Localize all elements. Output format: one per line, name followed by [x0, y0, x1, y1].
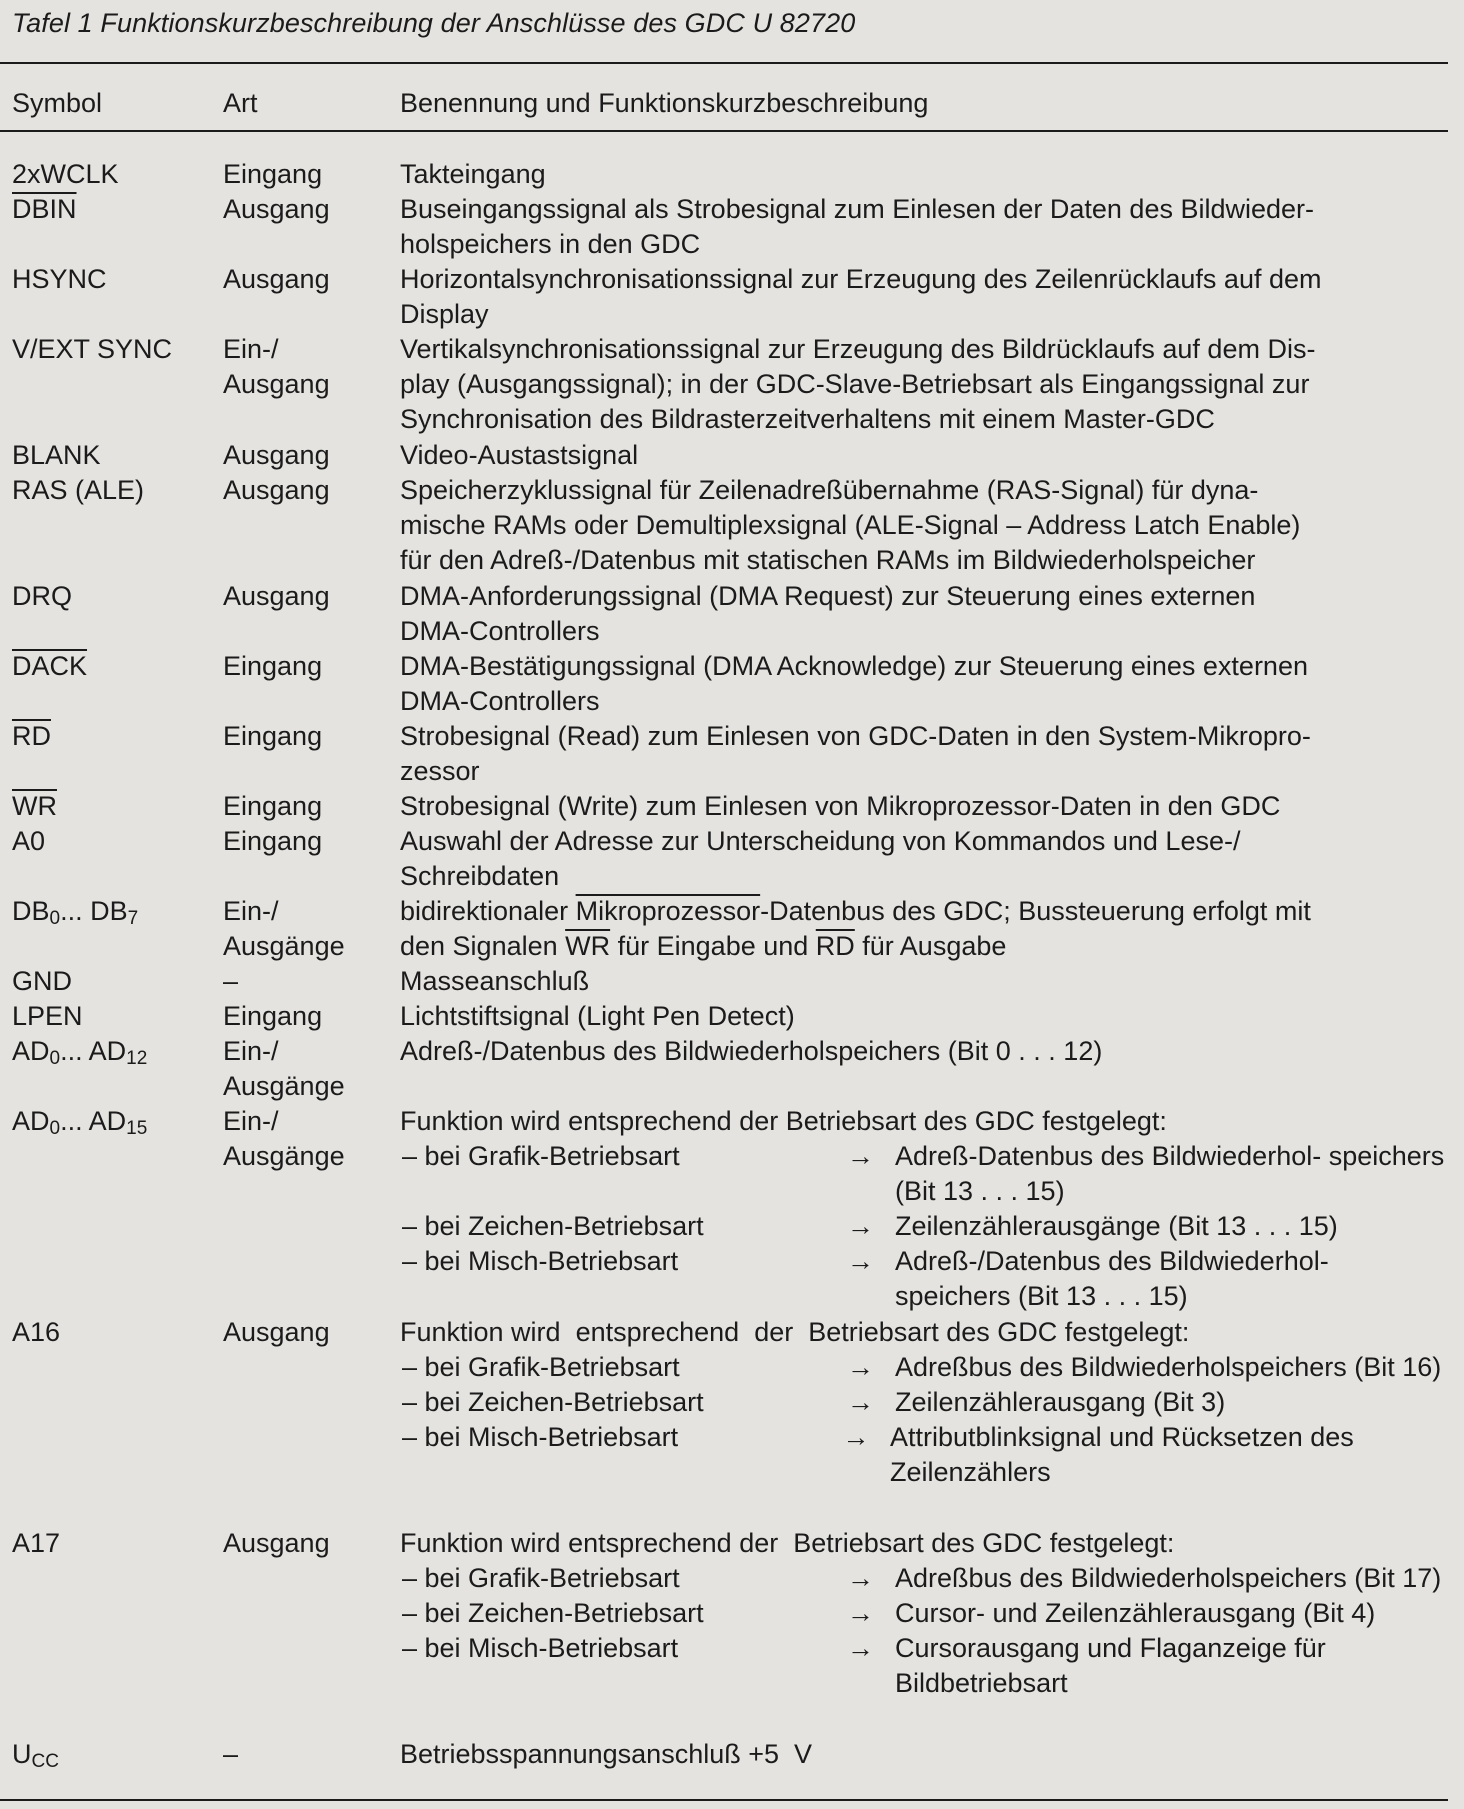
mode-grafik: – bei Grafik-Betriebsart → Adreßbus des Bildwiederholspeichers (Bit 17) — [400, 1561, 1450, 1596]
pin-description: Auswahl der Adresse zur Unterscheidung von Kommandos und Lese-/ Schreibdaten — [400, 826, 1241, 892]
arrow-right-icon: → — [847, 1141, 874, 1172]
pin-symbol: A17 — [12, 1528, 61, 1558]
header-rule — [0, 130, 1448, 132]
pin-type: Ausgang — [223, 1528, 330, 1558]
table-row — [0, 964, 1464, 999]
pin-description: Funktion wird entsprechend der Betriebsart des GDC festgelegt: – bei Grafik-Betriebsart → Adreßbus des Bildwiederholspeichers (Bit 16) – bei Zeichen-Betriebsart → Zeilenzählerausgang (Bit 3) – bei Misch-Betriebsart → Attributblinksignal und Rücksetzen des Zeilenzählers — [400, 1315, 1450, 1490]
table-row — [0, 262, 1464, 332]
bottom-rule — [0, 1799, 1448, 1801]
pin-description: bidirektionaler Mikroprozessor-Datenbus des GDC; Bussteuerung erfolgt mit den Signalen $\overline{WR}$ für Eingabe und $\overline{RD}$ für Ausgabe — [400, 896, 1311, 962]
pin-type: Ausgang — [223, 440, 330, 470]
pin-symbol: A16 — [12, 1317, 61, 1347]
pin-symbol: A0 — [12, 826, 46, 856]
table-row — [0, 1526, 1464, 1737]
pin-type: Ein-/ Ausgänge — [223, 1106, 345, 1172]
pin-symbol: HSYNC — [12, 264, 107, 294]
mode-misch: – bei Misch-Betriebsart → Cursorausgang und Flaganzeige für Bildbetriebsart — [400, 1631, 1450, 1701]
header-description: Benennung und Funktionskurzbeschreibung — [400, 88, 929, 118]
header-art: Art — [223, 88, 258, 118]
pin-symbol: $DB_0$... $DB_7$ — [12, 896, 139, 929]
table-row — [0, 438, 1464, 473]
mode-misch: – bei Misch-Betriebsart → Attributblinksignal und Rücksetzen des Zeilenzählers — [400, 1420, 1450, 1490]
table-row — [0, 332, 1464, 438]
pin-type: Ein-/ Ausgänge — [223, 896, 345, 962]
pin-description: Adreß-/Datenbus des Bildwiederholspeichers (Bit 0 . . . 12) — [400, 1036, 1103, 1066]
table-row — [0, 157, 1464, 192]
pin-description: Buseingangssignal als Strobesignal zum Einlesen der Daten des Bildwieder- holspeichers in den GDC — [400, 194, 1315, 260]
mode-zeichen: – bei Zeichen-Betriebsart → Zeilenzählerausgänge (Bit 13 . . . 15) — [400, 1209, 1450, 1244]
pin-description: Vertikalsynchronisationssignal zur Erzeugung des Bildrücklaufs auf dem Dis- play (Ausgangssignal); in der GDC-Slave-Betriebsart als Eingangssignal zur Synchronisation des Bildrasterzeitverhaltens mit einem Master-GDC — [400, 334, 1316, 435]
table-body — [0, 157, 1464, 1772]
pin-type: Ein-/ Ausgang — [223, 334, 330, 400]
pin-type: Eingang — [223, 651, 323, 681]
pin-description: Funktion wird entsprechend der Betriebsart des GDC festgelegt: – bei Grafik-Betriebsart → Adreßbus des Bildwiederholspeichers (Bit 17) – bei Zeichen-Betriebsart → Cursor- und Zeilenzählerausgang (Bit 4) – bei Misch-Betriebsart → Cursorausgang und Flaganzeige für Bildbetriebsart — [400, 1526, 1450, 1701]
pin-description: DMA-Anforderungssignal (DMA Request) zur Steuerung eines externen DMA-Controllers — [400, 581, 1256, 647]
pin-symbol: DBIN — [12, 194, 77, 224]
table-row — [0, 1315, 1464, 1526]
pin-type: Eingang — [223, 159, 323, 189]
table-row — [0, 649, 1464, 719]
pin-type: Ausgang — [223, 194, 330, 224]
pin-description: Horizontalsynchronisationssignal zur Erzeugung des Zeilenrücklaufs auf dem Display — [400, 264, 1322, 330]
pin-description: Funktion wird entsprechend der Betriebsart des GDC festgelegt: – bei Grafik-Betriebsart → Adreß-Datenbus des Bildwiederhol- speichers (Bit 13 . . . 15) – bei Zeichen-Betriebsart → Zeilenzählerausgänge (Bit 13 . . . 15) – bei Misch-Betriebsart → Adreß-/Datenbus des Bildwiederhol- speichers (Bit 13 . . . 15) — [400, 1104, 1450, 1315]
pin-symbol: V/EXT SYNC — [12, 334, 173, 364]
pin-description: Takteingang — [400, 159, 546, 189]
mode-zeichen: – bei Zeichen-Betriebsart → Zeilenzählerausgang (Bit 3) — [400, 1385, 1450, 1420]
arrow-right-icon: → — [847, 1633, 874, 1664]
top-rule — [0, 62, 1448, 64]
pin-description: Lichtstiftsignal (Light Pen Detect) — [400, 1001, 795, 1031]
pin-type: Ausgang — [223, 1317, 330, 1347]
pin-type: Ausgang — [223, 264, 330, 294]
pin-symbol: DRQ — [12, 581, 72, 611]
pin-symbol: DACK — [12, 651, 88, 681]
table-row — [0, 1104, 1464, 1315]
pin-symbol: $U_{CC}$ — [12, 1739, 59, 1772]
pin-symbol: BLANK — [12, 440, 101, 470]
arrow-right-icon: → — [847, 1387, 874, 1418]
table-row — [0, 473, 1464, 579]
table-row — [0, 894, 1464, 964]
pin-symbol: 2xWCLK — [12, 159, 119, 189]
pin-symbol: GND — [12, 966, 72, 996]
pin-type: Ausgang — [223, 581, 330, 611]
pin-description: Masseanschluß — [400, 966, 590, 996]
pin-description: Video-Austastsignal — [400, 440, 639, 470]
arrow-right-icon: → — [847, 1598, 874, 1629]
table-row — [0, 192, 1464, 262]
pin-symbol: $\overline{WR}$ — [12, 791, 57, 821]
mode-misch: – bei Misch-Betriebsart → Adreß-/Datenbus des Bildwiederhol- speichers (Bit 13 . . . 15) — [400, 1244, 1450, 1314]
pin-symbol: $AD_0$... $AD_{15}$ — [12, 1106, 148, 1139]
pin-symbol: RAS (ALE) — [12, 475, 145, 505]
header-symbol: Symbol — [12, 88, 103, 118]
table-row — [0, 1737, 1464, 1772]
arrow-right-icon: → — [847, 1352, 874, 1383]
table-row — [0, 579, 1464, 649]
pin-description: Strobesignal (Read) zum Einlesen von GDC-Daten in den System-Mikropro- zessor — [400, 721, 1311, 787]
pin-type: – — [223, 1739, 239, 1769]
pin-description: Strobesignal (Write) zum Einlesen von Mikroprozessor-Daten in den GDC — [400, 791, 1281, 821]
table-row — [0, 719, 1464, 789]
arrow-right-icon: → — [847, 1246, 874, 1277]
arrow-right-icon: → — [842, 1422, 870, 1453]
pin-description: Betriebsspannungsanschluß +5 V — [400, 1739, 813, 1769]
pin-type: Eingang — [223, 826, 323, 856]
mode-zeichen: – bei Zeichen-Betriebsart → Cursor- und Zeilenzählerausgang (Bit 4) — [400, 1596, 1450, 1631]
pin-type: Eingang — [223, 721, 323, 751]
pin-symbol: $\overline{RD}$ — [12, 721, 51, 751]
mode-grafik: – bei Grafik-Betriebsart → Adreß-Datenbus des Bildwiederhol- speichers (Bit 13 . . . 15) — [400, 1139, 1450, 1209]
pin-type: – — [223, 966, 239, 996]
pin-type: Eingang — [223, 791, 323, 821]
arrow-right-icon: → — [847, 1211, 874, 1242]
mode-grafik: – bei Grafik-Betriebsart → Adreßbus des Bildwiederholspeichers (Bit 16) — [400, 1350, 1450, 1385]
table-row — [0, 1034, 1464, 1104]
pin-type: Eingang — [223, 1001, 323, 1031]
pin-type: Ein-/ Ausgänge — [223, 1036, 345, 1102]
table-row — [0, 789, 1464, 824]
pin-description: Speicherzyklussignal für Zeilenadreßübernahme (RAS-Signal) für dyna- mische RAMs oder Demultiplexsignal (ALE-Signal – Address Latch Enable) für den Adreß-/Datenbus mit statischen RAMs im Bildwiederholspeicher — [400, 475, 1301, 576]
table-row — [0, 999, 1464, 1034]
pin-type: Ausgang — [223, 475, 330, 505]
pin-symbol: LPEN — [12, 1001, 83, 1031]
table-row — [0, 824, 1464, 894]
pin-description: DMA-Bestätigungssignal (DMA Acknowledge) zur Steuerung eines externen DMA-Controllers — [400, 651, 1308, 717]
table-caption: Tafel 1 Funktionskurzbeschreibung der Anschlüsse des GDC U 82720 — [12, 8, 856, 38]
pin-symbol: $AD_0$... $AD_{12}$ — [12, 1036, 148, 1069]
arrow-right-icon: → — [847, 1563, 874, 1594]
